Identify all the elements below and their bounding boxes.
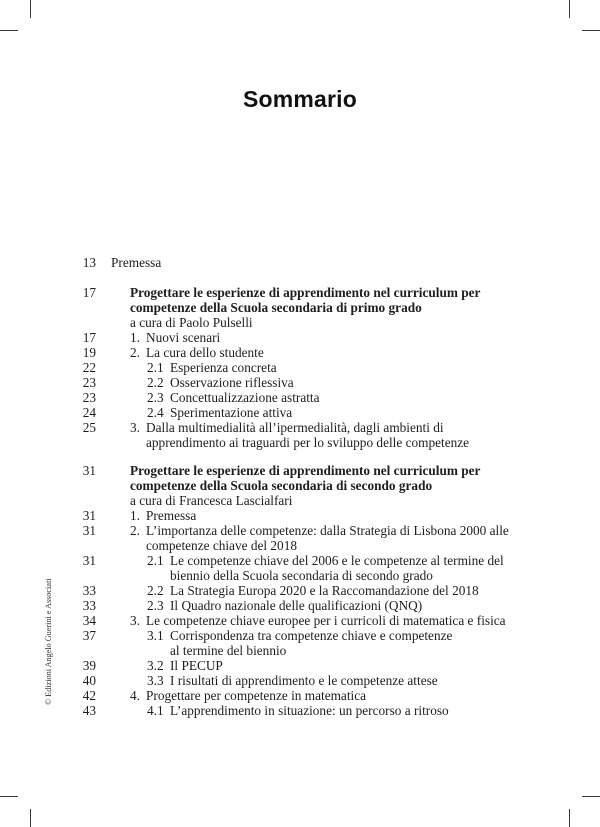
toc-section-number: 3.3 xyxy=(147,673,164,688)
toc-title: L’importanza delle competenze: dalla Strategia di Lisbona 2000 alle xyxy=(146,523,509,538)
toc-page-number: 40 xyxy=(82,673,96,688)
crop-mark-bottom-left-v xyxy=(30,809,31,827)
crop-mark-top-right-h xyxy=(582,30,600,31)
toc-part-title: Progettare le esperienze di apprendimento nel curriculum per xyxy=(130,463,481,478)
crop-mark-bottom-right-v xyxy=(569,809,570,827)
toc-title: Progettare per competenze in matematica xyxy=(146,688,367,703)
toc-title: La Strategia Europa 2020 e la Raccomandazione del 2018 xyxy=(170,583,479,598)
toc-title: Osservazione riflessiva xyxy=(170,375,294,390)
toc-part-title: competenze della Scuola secondaria di secondo grado xyxy=(130,478,433,493)
toc-page-number: 39 xyxy=(82,658,96,673)
toc-section-number: 2.3 xyxy=(147,598,164,613)
toc-page-number: 34 xyxy=(82,613,96,628)
toc-page-number: 13 xyxy=(82,255,96,270)
toc-section-number: 2. xyxy=(130,345,140,360)
toc-title: Premessa xyxy=(146,508,197,523)
crop-mark-bottom-right-h xyxy=(582,796,600,797)
toc-title: I risultati di apprendimento e le competenze attese xyxy=(170,673,438,688)
toc-page-number: 33 xyxy=(82,598,96,613)
toc-page-number: 23 xyxy=(82,390,96,405)
toc-section-number: 3.2 xyxy=(147,658,164,673)
toc-page-number: 31 xyxy=(82,553,96,568)
toc-page-number: 25 xyxy=(82,420,96,435)
toc-page-number: 17 xyxy=(82,330,96,345)
toc-section-number: 2.1 xyxy=(147,360,164,375)
toc-title: Concettualizzazione astratta xyxy=(170,390,320,405)
toc-title: Sperimentazione attiva xyxy=(170,405,293,420)
toc-section-number: 3. xyxy=(130,420,140,435)
toc-section-number: 1. xyxy=(130,508,140,523)
toc-page-number: 23 xyxy=(82,375,96,390)
page-title: Sommario xyxy=(242,86,358,112)
toc-part-title: Progettare le esperienze di apprendimento nel curriculum per xyxy=(130,285,481,300)
toc-title: Esperienza concreta xyxy=(170,360,277,375)
toc-page-number: 33 xyxy=(82,583,96,598)
side-copyright: © Edizioni Angelo Guerini e Associati xyxy=(44,578,53,705)
toc-page-number: 24 xyxy=(82,405,96,420)
toc-page-number: 42 xyxy=(82,688,96,703)
toc-part-title: competenze della Scuola secondaria di primo grado xyxy=(130,300,422,315)
toc-title: La cura dello studente xyxy=(146,345,264,360)
toc-author: a cura di Paolo Pulselli xyxy=(130,315,253,330)
toc-section-number: 4.1 xyxy=(147,703,164,718)
toc-title: Il Quadro nazionale delle qualificazioni (QNQ) xyxy=(170,598,423,613)
crop-mark-top-left-h xyxy=(0,30,18,31)
toc-title: Premessa xyxy=(111,255,162,270)
toc-page-number: 37 xyxy=(82,628,96,643)
toc-title: Corrispondenza tra competenze chiave e competenze xyxy=(170,628,453,643)
toc-section-number: 2.4 xyxy=(147,405,164,420)
toc-title: Nuovi scenari xyxy=(146,330,221,345)
toc-page-number: 19 xyxy=(82,345,96,360)
toc-title: Dalla multimedialità all’ipermedialità, dagli ambienti di xyxy=(146,420,444,435)
toc-section-number: 3.1 xyxy=(147,628,164,643)
toc-section-number: 2.2 xyxy=(147,583,164,598)
toc-title: Il PECUP xyxy=(170,658,223,673)
crop-mark-top-right-v xyxy=(569,0,570,18)
crop-mark-top-left-v xyxy=(30,0,31,18)
toc-title: biennio della Scuola secondaria di secondo grado xyxy=(170,568,433,583)
toc-title: competenze chiave del 2018 xyxy=(146,538,297,553)
toc-page-number: 17 xyxy=(82,285,96,300)
crop-mark-bottom-left-h xyxy=(0,796,18,797)
toc-title: apprendimento ai traguardi per lo sviluppo delle competenze xyxy=(146,435,470,450)
toc-author: a cura di Francesca Lascialfari xyxy=(130,493,293,508)
toc-page-number: 43 xyxy=(82,703,96,718)
toc-title: al termine del biennio xyxy=(170,643,287,658)
toc-section-number: 2.1 xyxy=(147,553,164,568)
toc-title: L’apprendimento in situazione: un percorso a ritroso xyxy=(170,703,449,718)
toc-section-number: 2.2 xyxy=(147,375,164,390)
toc-page-number: 31 xyxy=(82,523,96,538)
toc-section-number: 4. xyxy=(130,688,140,703)
toc-section-number: 1. xyxy=(130,330,140,345)
toc-section-number: 3. xyxy=(130,613,140,628)
toc-section-number: 2. xyxy=(130,523,140,538)
toc-page-number: 22 xyxy=(82,360,96,375)
toc-title: Le competenze chiave europee per i curricoli di matematica e fisica xyxy=(146,613,506,628)
toc-title: Le competenze chiave del 2006 e le competenze al termine del xyxy=(170,553,504,568)
toc-page-number: 31 xyxy=(82,463,96,478)
toc-page-number: 31 xyxy=(82,508,96,523)
toc-section-number: 2.3 xyxy=(147,390,164,405)
